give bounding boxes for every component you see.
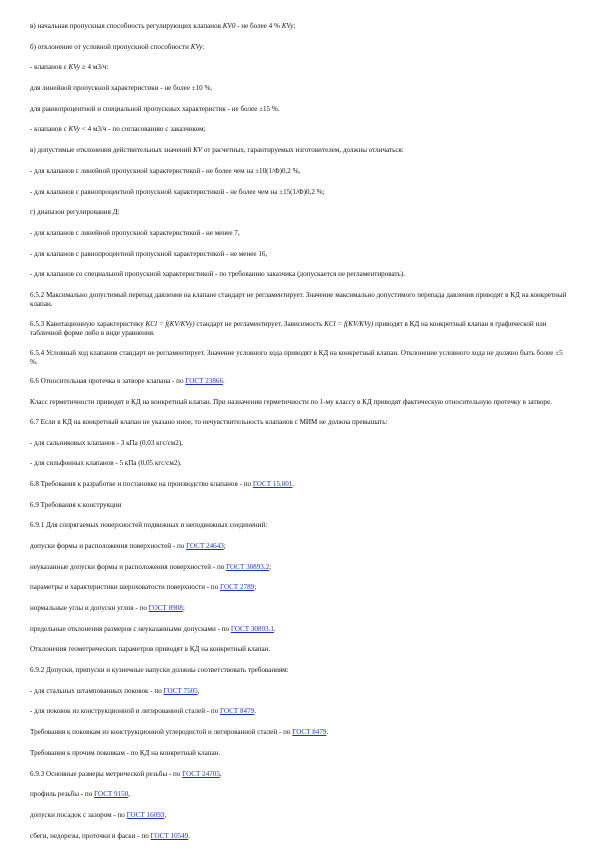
paragraph-text: в) начальная пропускная способность регулирующих клапанов [30, 22, 223, 30]
paragraph-text: 6.5.3 Кавитационную характеристику [30, 319, 146, 328]
paragraph-text: 6.9.1 Для сопрягаемых поверхностей подвижных и неподвижных соединений: [30, 521, 268, 530]
standard-link[interactable]: ГОСТ 24643 [186, 541, 224, 550]
paragraph-p38 [30, 811, 570, 820]
paragraph-text: от расчетных, гарантируемых изготовителем, должны отличаться: [202, 146, 404, 155]
paragraph-text: для линейной пропускной характеристики - не более ±10 %, [30, 84, 213, 93]
paragraph-text: - клапанов с [30, 63, 69, 72]
formula-symbol: KVy [281, 22, 294, 30]
formula-symbol: KCl = f(KV/KVy) [324, 319, 374, 328]
paragraph-text: 6.9 Требования к конструкции [30, 500, 122, 509]
paragraph-p03 [30, 63, 570, 72]
standard-link[interactable]: ГОСТ 16093 [126, 810, 165, 819]
paragraph-text: 6.9.3 Основные размеры метрической резьбы - по [30, 769, 183, 778]
paragraph-text: нормальные углы и допуски углов - по [30, 604, 149, 612]
paragraph-text: , [164, 810, 167, 819]
paragraph-text: . [188, 831, 191, 840]
paragraph-text: . [223, 377, 225, 386]
paragraph-text: предельные отклонения размеров с неуказанными допусками - по [30, 624, 231, 633]
formula-symbol: KCl = f(KV/KVy) [145, 319, 195, 328]
paragraph-text: , [128, 790, 131, 799]
paragraph-p23 [30, 501, 570, 510]
formula-symbol: KVy [68, 125, 81, 134]
paragraph-p17 [30, 377, 570, 386]
standard-link[interactable]: ГОСТ 10549 [150, 831, 189, 840]
paragraph-text: Отклонения геометрических параметров приводят в КД на конкретный клапан. [30, 645, 271, 654]
standard-link[interactable]: ГОСТ 30893.2 [226, 562, 270, 571]
paragraph-text: неуказанные допуски формы и расположения поверхностей - по [30, 562, 227, 571]
standard-link[interactable]: ГОСТ 24705 [182, 769, 220, 778]
paragraph-p15 [30, 320, 570, 338]
paragraph-text: 6.5.2 Максимально допустимый перепад давления на клапане стандарт не регламентирует. Значение максимально допустимого перепада давления приводят в КД на конкретный клапан. [30, 290, 567, 308]
paragraph-text: Класс герметичности приводят в КД на конкретный клапан. При назначении герметичности по 1-му классу в КД приводят фактическую относительную протечку в затворе. [30, 398, 552, 407]
paragraph-text: б) отклонение от условной пропускной способности [30, 42, 191, 51]
standard-link[interactable]: ГОСТ 30893.1 [230, 624, 274, 633]
paragraph-text: - клапанов с [30, 125, 69, 134]
formula-symbol: KVy [190, 42, 203, 51]
paragraph-p26 [30, 563, 570, 572]
paragraph-text: 6.7 Если в КД на конкретный клапан не указано иное, то нечувствительность клапанов с МИМ не должна превышать: [30, 417, 388, 426]
paragraph-p06 [30, 125, 570, 134]
paragraph-p27 [30, 583, 570, 592]
paragraph-p30 [30, 645, 570, 654]
paragraph-p19 [30, 418, 570, 427]
paragraph-text: - для поковок из конструкционной и легированной сталей - по [30, 707, 221, 716]
standard-link[interactable]: ГОСТ 2789 [220, 583, 255, 592]
paragraph-text: допуски формы и расположения поверхностей - по [30, 541, 187, 550]
paragraph-p02 [30, 43, 570, 52]
paragraph-text: Требования к прочим поковкам - по КД на конкретный клапан. [30, 748, 221, 757]
paragraph-p09 [30, 188, 570, 197]
paragraph-text: в) допустимые отклонения действительных значений [30, 146, 194, 155]
paragraph-p21 [30, 459, 570, 468]
standard-link[interactable]: ГОСТ 8479 [292, 728, 327, 737]
paragraph-text: ≥ 4 м3/ч: [80, 63, 109, 72]
paragraph-text: ; [269, 562, 272, 571]
paragraph-p39 [30, 832, 570, 841]
paragraph-text: - для клапанов с равнопроцентной пропускной характеристикой - не менее 16, [30, 249, 268, 258]
paragraph-p37 [30, 790, 570, 799]
document-body [30, 22, 570, 852]
paragraph-text: 6.9.2 Допуски, припуски и кузнечные напуски должны соответствовать требованиям: [30, 666, 289, 675]
paragraph-text: - для сильфонных клапанов - 5 кПа (0,05 кгс/см2). [30, 459, 182, 468]
paragraph-text: . [254, 707, 256, 716]
paragraph-text: - для клапанов с равнопроцентной пропускной характеристикой - не более чем на ±15(1/Ф)0,2 %; [30, 187, 325, 196]
paragraph-text: - для стальных штампованных поковок - по [30, 686, 164, 695]
paragraph-p25 [30, 542, 570, 551]
formula-symbol: KV0 [222, 22, 236, 30]
paragraph-p29 [30, 625, 570, 634]
paragraph-text: профиль резьбы - по [30, 790, 95, 799]
paragraph-p18 [30, 398, 570, 407]
paragraph-text: ; [223, 541, 226, 550]
paragraph-text: ; [254, 583, 257, 592]
paragraph-p01 [30, 22, 570, 31]
paragraph-p07 [30, 146, 570, 155]
paragraph-text: г) диапазон регулирования Д: [30, 208, 120, 217]
paragraph-p31 [30, 666, 570, 675]
standard-link[interactable]: ГОСТ 7505 [163, 686, 198, 695]
standard-link[interactable]: ГОСТ 9150 [94, 790, 129, 799]
standard-link[interactable]: ГОСТ 8479 [220, 707, 255, 716]
paragraph-text: параметры и характеристики шероховатости поверхности - по [30, 583, 221, 592]
paragraph-p33 [30, 707, 570, 716]
paragraph-text: Требования к поковкам из конструкционной углеродистой и легированной сталей - по [30, 728, 293, 737]
standard-link[interactable]: ГОСТ 8908 [148, 604, 183, 612]
paragraph-text: : [202, 42, 205, 51]
paragraph-p35 [30, 749, 570, 758]
paragraph-p14 [30, 291, 570, 309]
paragraph-p20 [30, 439, 570, 448]
paragraph-text: 6.8 Требования к разработке и постановке на производство клапанов - по [30, 479, 253, 488]
paragraph-text: стандарт не регламентирует. Зависимость [194, 319, 325, 328]
paragraph-p34 [30, 728, 570, 737]
paragraph-text: , [197, 686, 200, 695]
paragraph-text: - для клапанов с линейной пропускной характеристикой - не более чем на ±10(1/Ф)0,2 %, [30, 166, 301, 175]
paragraph-text: . [273, 624, 276, 633]
paragraph-text: 6.6 Относительная протечка в затворе клапана - по [30, 377, 186, 386]
standard-link[interactable]: ГОСТ 23866 [185, 377, 224, 386]
standard-link[interactable]: ГОСТ 15.001 [252, 479, 293, 488]
paragraph-text: для равнопроцентной и специальной пропускных характеристик - не более ±15 %. [30, 104, 280, 113]
formula-symbol: KV [193, 146, 203, 155]
paragraph-p16 [30, 349, 570, 367]
paragraph-text: приводят в КД на конкретный клапан в графической или табличной форме либо в виде уравнения. [30, 319, 547, 337]
paragraph-p12 [30, 250, 570, 259]
paragraph-text: - для клапанов с линейной пропускной характеристикой - не менее 7, [30, 228, 240, 237]
paragraph-text: , [219, 769, 222, 778]
paragraph-text: допуски посадок с зазором - по [30, 810, 127, 819]
paragraph-p05 [30, 105, 570, 114]
paragraph-p08 [30, 167, 570, 176]
paragraph-p11 [30, 229, 570, 238]
paragraph-text: ; [293, 22, 296, 30]
paragraph-text: 6.5.4 Условный ход клапанов стандарт не регламентирует. Значение условного хода приводят в КД на конкретный клапан. Отклонение условного хода не должно быть более ±5 %. [30, 348, 563, 366]
paragraph-p36 [30, 770, 570, 779]
paragraph-p04 [30, 84, 570, 93]
paragraph-text: - для сальниковых клапанов - 3 кПа (0,03 кгс/см2), [30, 438, 183, 447]
paragraph-text: . [292, 479, 295, 488]
paragraph-p22 [30, 480, 570, 489]
paragraph-p28 [30, 604, 570, 613]
paragraph-text: - для клапанов со специальной пропускной характеристикой - по требованию заказчика (допускается не регламентировать). [30, 270, 405, 279]
paragraph-text: < 4 м3/ч - по согласованию с заказчиком; [80, 125, 206, 134]
paragraph-text: ; [182, 604, 185, 612]
paragraph-text: - не более 4 % [235, 22, 282, 30]
paragraph-text: . [326, 728, 329, 737]
formula-symbol: KVy [68, 63, 81, 72]
paragraph-p24 [30, 521, 570, 530]
paragraph-p13 [30, 270, 570, 279]
paragraph-p10 [30, 208, 570, 217]
paragraph-p32 [30, 687, 570, 696]
paragraph-text: сбеги, недорезы, проточки и фаски - по [30, 831, 151, 840]
